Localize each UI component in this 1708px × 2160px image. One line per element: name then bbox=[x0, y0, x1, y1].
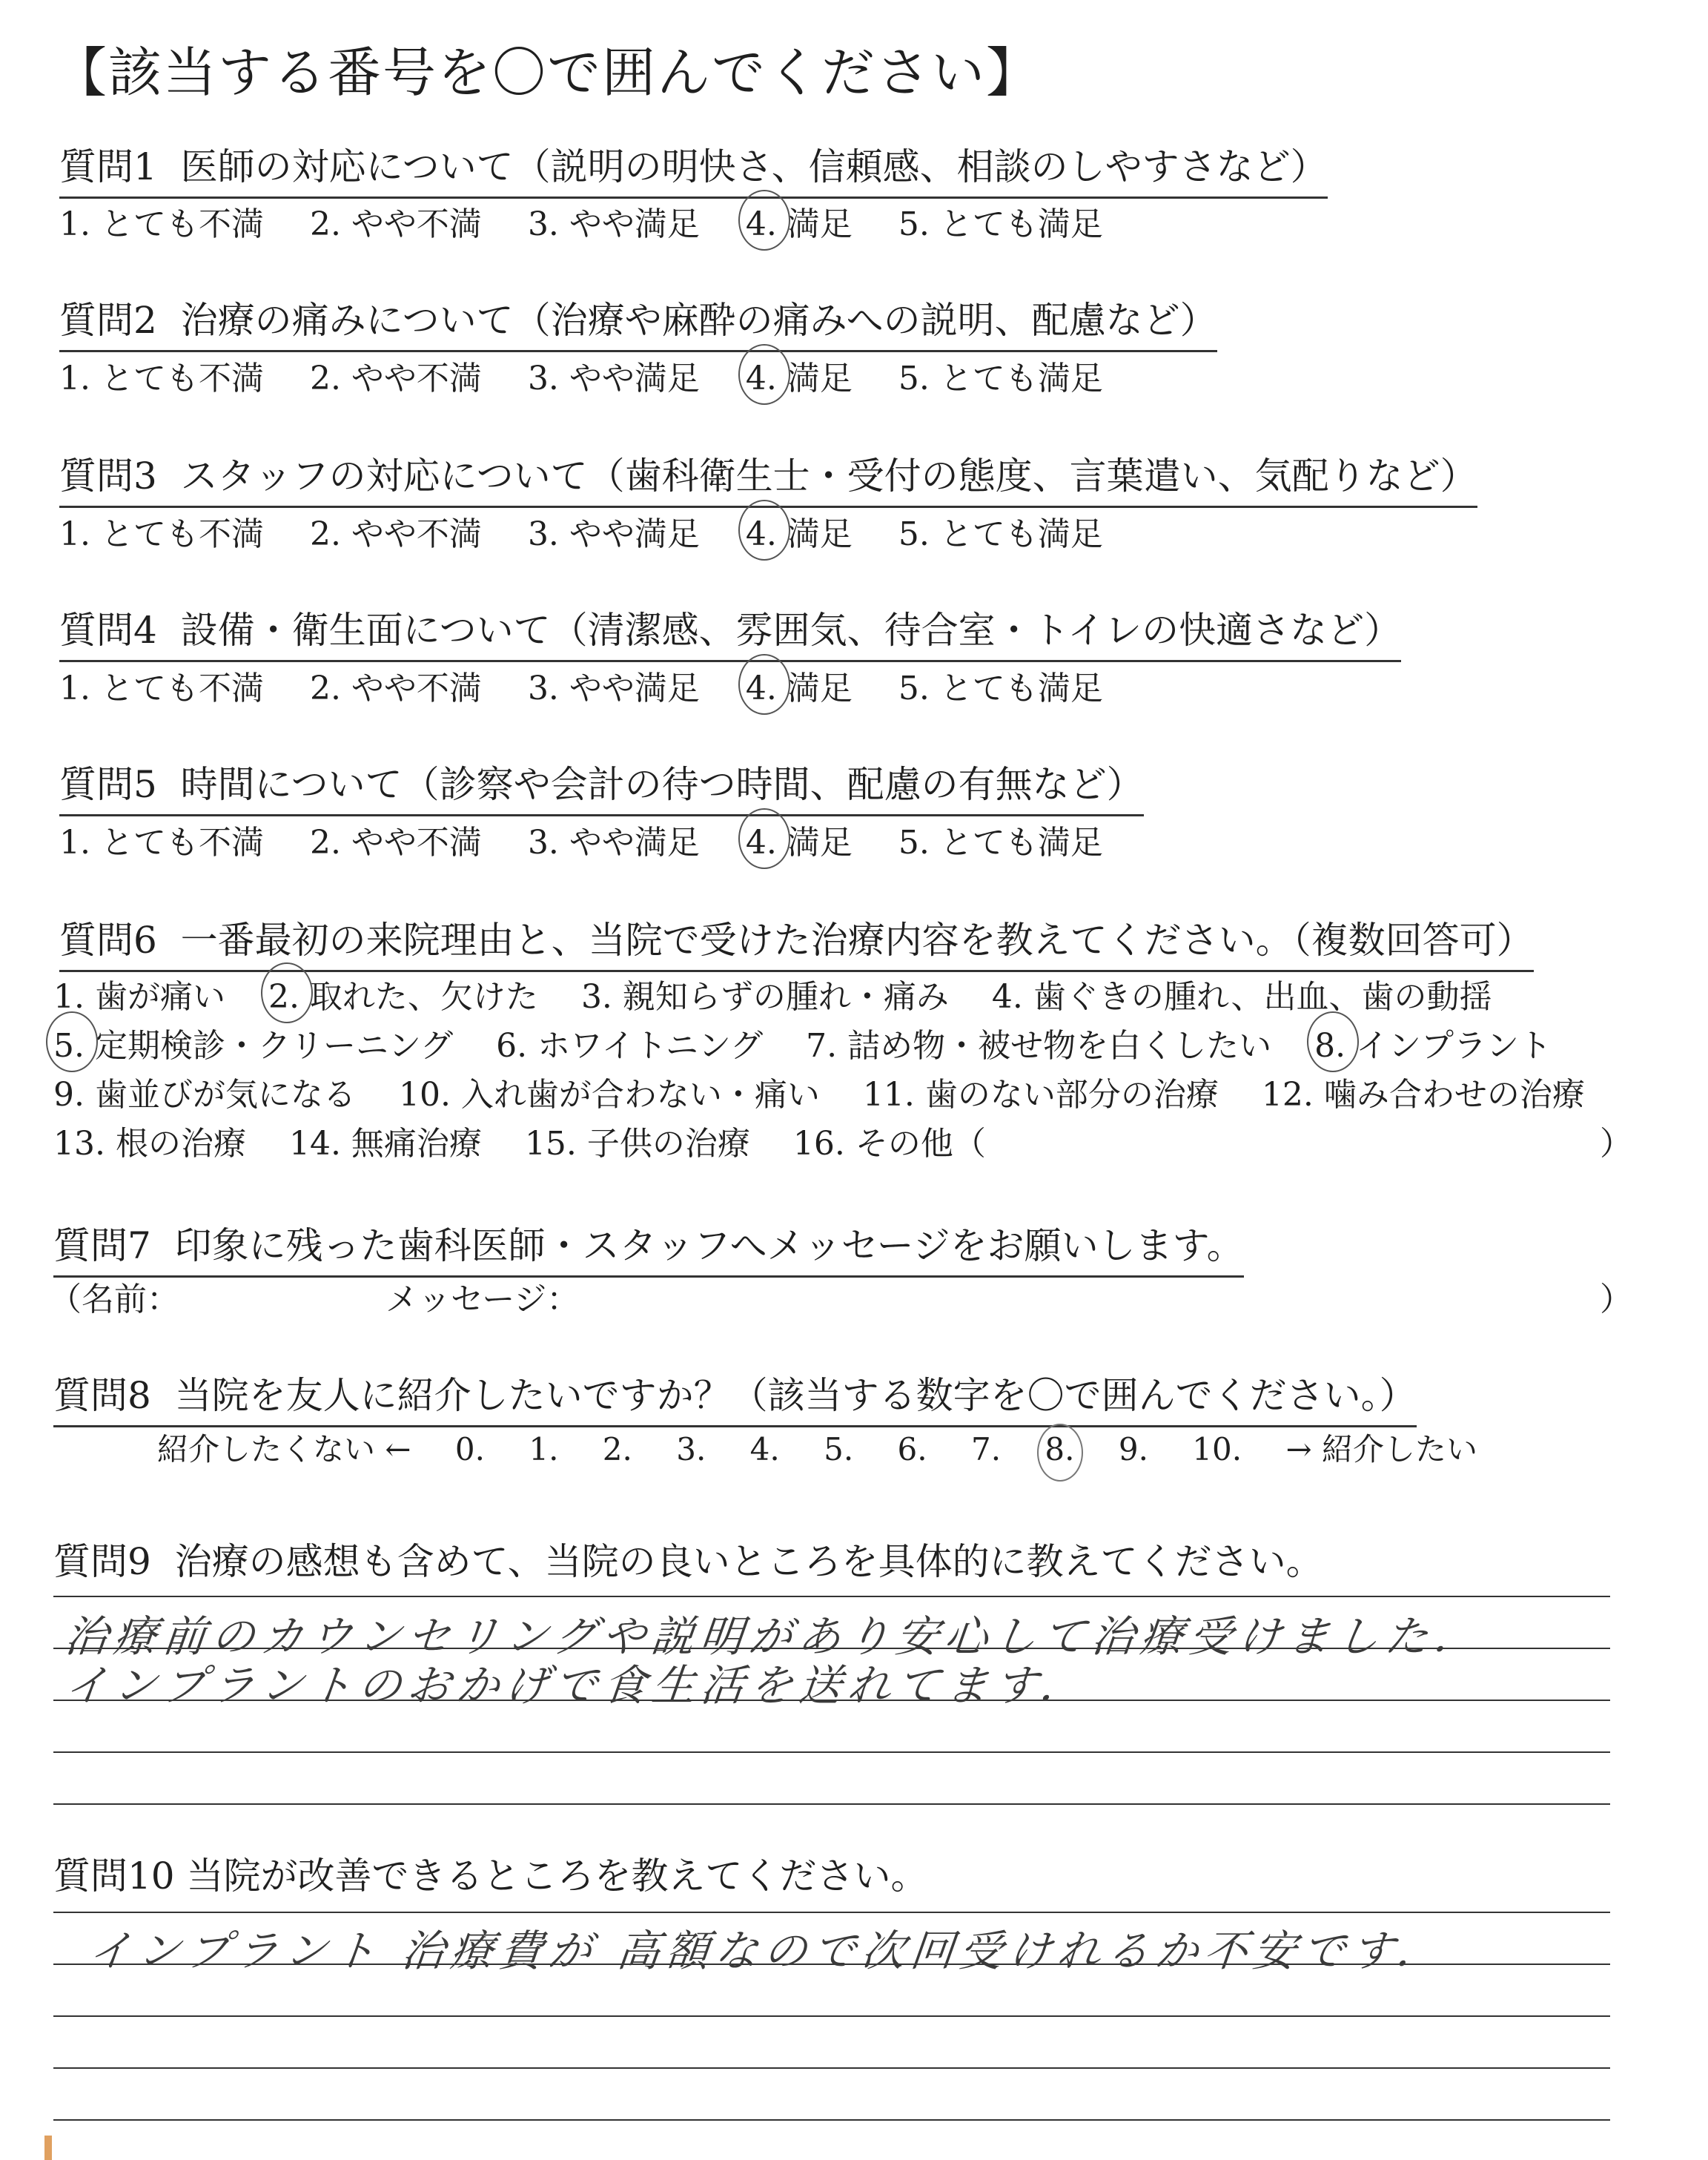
q8-option-2[interactable]: 2. bbox=[602, 1431, 632, 1467]
q5-option-1[interactable]: 1. とても不満 bbox=[59, 824, 264, 862]
question-3-title bbox=[59, 446, 1477, 508]
q4-option-5[interactable]: 5. とても満足 bbox=[898, 670, 1103, 707]
question-9-title bbox=[53, 1532, 1323, 1585]
q10-line-5 bbox=[53, 2119, 1610, 2121]
question-4-text: 設備・衛生面について（清潔感、雰囲気、待合室・トイレの快適さなど） bbox=[180, 609, 1402, 652]
question-8-text: 当院を友人に紹介したいですか？（該当する数字を〇で囲んでください。） bbox=[174, 1374, 1417, 1417]
q8-option-5[interactable]: 5. bbox=[824, 1431, 854, 1467]
question-1-title bbox=[59, 137, 1328, 199]
question-7-text: 印象に残った歯科医師・スタッフへメッセージをお願いします。 bbox=[174, 1224, 1244, 1267]
q5-option-3[interactable]: 3. やや満足 bbox=[527, 824, 700, 862]
question-1-options bbox=[59, 197, 1139, 245]
q10-line-1 bbox=[53, 1912, 1610, 1913]
q2-option-1[interactable]: 1. とても不満 bbox=[59, 360, 264, 397]
question-7-label: 質問7 bbox=[53, 1224, 151, 1267]
q8-right-label: → 紹介したい bbox=[1285, 1431, 1477, 1467]
q6-option-11[interactable]: 11. 歯のない部分の治療 bbox=[862, 1076, 1219, 1114]
q8-option-7[interactable]: 7. bbox=[970, 1431, 1002, 1467]
q6-option-8-selected[interactable]: 8. インプラント bbox=[1314, 1019, 1552, 1066]
q10-line-3 bbox=[53, 2015, 1610, 2017]
q4-option-2[interactable]: 2. やや不満 bbox=[309, 670, 482, 707]
q6-row-4 bbox=[53, 1117, 1019, 1164]
q4-option-3[interactable]: 3. やや満足 bbox=[527, 670, 700, 707]
q3-option-2[interactable]: 2. やや不満 bbox=[309, 515, 482, 553]
q2-option-3[interactable]: 3. やや満足 bbox=[527, 360, 700, 397]
q6-option-6[interactable]: 6. ホワイトニング bbox=[496, 1027, 764, 1065]
question-3-text: スタッフの対応について（歯科衛生士・受付の態度、言葉遣い、気配りなど） bbox=[180, 455, 1477, 498]
q9-line-1 bbox=[53, 1596, 1610, 1597]
q6-other-close: ） bbox=[1600, 1125, 1632, 1163]
question-1-text: 医師の対応について（説明の明快さ、信頼感、相談のしやすさなど） bbox=[180, 145, 1328, 188]
q1-option-4-selected[interactable]: 4. 満足 bbox=[746, 197, 853, 245]
q1-option-2[interactable]: 2. やや不満 bbox=[309, 205, 482, 243]
q6-row-1 bbox=[53, 970, 1525, 1017]
q6-option-7[interactable]: 7. 詰め物・被せ物を白くしたい bbox=[806, 1027, 1272, 1065]
question-3-label: 質問3 bbox=[59, 455, 157, 498]
q8-option-10[interactable]: 10. bbox=[1192, 1431, 1242, 1467]
q8-option-1[interactable]: 1. bbox=[529, 1431, 559, 1467]
q2-option-5[interactable]: 5. とても満足 bbox=[898, 360, 1103, 397]
q6-option-4[interactable]: 4. 歯ぐきの腫れ、出血、歯の動揺 bbox=[991, 978, 1492, 1016]
q9-line-4 bbox=[53, 1751, 1610, 1753]
question-10-text: 当院が改善できるところを教えてください。 bbox=[186, 1855, 928, 1898]
q6-option-3[interactable]: 3. 親知らずの腫れ・痛み bbox=[580, 978, 949, 1016]
q6-option-13[interactable]: 13. 根の治療 bbox=[53, 1125, 246, 1163]
question-4-title bbox=[59, 601, 1401, 662]
question-1-label: 質問1 bbox=[59, 145, 157, 188]
question-6-text: 一番最初の来院理由と、当院で受けた治療内容を教えてください。（複数回答可） bbox=[180, 919, 1534, 962]
q1-option-1[interactable]: 1. とても不満 bbox=[59, 205, 264, 243]
q2-option-2[interactable]: 2. やや不満 bbox=[309, 360, 482, 397]
q1-option-3[interactable]: 3. やや満足 bbox=[527, 205, 700, 243]
q2-option-4-selected[interactable]: 4. 満足 bbox=[746, 351, 853, 399]
q8-option-6[interactable]: 6. bbox=[897, 1431, 927, 1467]
q10-line-4 bbox=[53, 2067, 1610, 2069]
q6-option-2-selected[interactable]: 2. 取れた、欠けた bbox=[268, 970, 538, 1017]
page-edge-mark bbox=[44, 2136, 52, 2160]
question-3-options bbox=[59, 507, 1139, 555]
q5-option-2[interactable]: 2. やや不満 bbox=[309, 824, 482, 862]
question-8-title bbox=[53, 1366, 1417, 1427]
question-6-label: 質問6 bbox=[59, 919, 157, 962]
question-5-text: 時間について（診察や会計の待つ時間、配慮の有無など） bbox=[180, 763, 1144, 806]
q6-option-12[interactable]: 12. 噛み合わせの治療 bbox=[1261, 1076, 1585, 1114]
q3-option-4-selected[interactable]: 4. 満足 bbox=[746, 507, 853, 555]
question-2-label: 質問2 bbox=[59, 299, 157, 342]
q7-close-paren: ） bbox=[1600, 1281, 1632, 1318]
q4-option-1[interactable]: 1. とても不満 bbox=[59, 670, 264, 707]
question-10-title bbox=[53, 1846, 928, 1900]
q6-row-3 bbox=[53, 1068, 1618, 1115]
question-2-text: 治療の痛みについて（治療や麻酔の痛みへの説明、配慮など） bbox=[180, 299, 1217, 342]
question-5-options bbox=[59, 816, 1139, 863]
q8-scale bbox=[157, 1425, 1512, 1470]
q8-option-4[interactable]: 4. bbox=[749, 1431, 780, 1467]
q5-option-4-selected[interactable]: 4. 満足 bbox=[746, 816, 853, 863]
q8-option-0[interactable]: 0. bbox=[454, 1431, 485, 1467]
q6-option-14[interactable]: 14. 無痛治療 bbox=[288, 1125, 482, 1163]
question-4-options bbox=[59, 661, 1139, 709]
q8-left-label: 紹介したくない ← bbox=[157, 1431, 411, 1467]
q8-option-9[interactable]: 9. bbox=[1118, 1431, 1148, 1467]
q3-option-1[interactable]: 1. とても不満 bbox=[59, 515, 264, 553]
q3-option-5[interactable]: 5. とても満足 bbox=[898, 515, 1103, 553]
question-10-label: 質問10 bbox=[53, 1855, 175, 1898]
q10-answer-line-1: インプラント 治療費が 高額なので次回受けれるか不安です． bbox=[85, 1926, 1449, 1976]
q6-option-16[interactable]: 16. その他（ bbox=[792, 1125, 986, 1163]
q6-option-5-selected[interactable]: 5. 定期検診・クリーニング bbox=[53, 1019, 453, 1066]
q6-option-10[interactable]: 10. 入れ歯が合わない・痛い bbox=[398, 1076, 820, 1114]
q8-option-3[interactable]: 3. bbox=[676, 1431, 706, 1467]
q8-option-8-selected[interactable]: 8. bbox=[1045, 1431, 1075, 1467]
q6-row-2 bbox=[53, 1019, 1584, 1066]
question-9-label: 質問9 bbox=[53, 1540, 151, 1583]
q9-answer-line-1: 治療前のカウンセリングや説明があり安心して治療受けました． bbox=[62, 1611, 1486, 1662]
question-7-title bbox=[53, 1216, 1244, 1278]
q9-line-5 bbox=[53, 1803, 1610, 1805]
q7-message-label: メッセージ： bbox=[385, 1281, 580, 1318]
q1-option-5[interactable]: 5. とても満足 bbox=[898, 205, 1103, 243]
q9-answer-line-2: インプラントのおかげで食生活を送れてます． bbox=[62, 1660, 1092, 1711]
question-2-options bbox=[59, 351, 1139, 399]
question-8-label: 質問8 bbox=[53, 1374, 151, 1417]
q3-option-3[interactable]: 3. やや満足 bbox=[527, 515, 700, 553]
form-title: 【該当する番号を〇で囲んでください】 bbox=[53, 42, 1042, 104]
question-9-text: 治療の感想も含めて、当院の良いところを具体的に教えてください。 bbox=[174, 1540, 1323, 1583]
q6-option-1[interactable]: 1. 歯が痛い bbox=[53, 978, 225, 1016]
question-2-title bbox=[59, 291, 1217, 352]
q6-option-9[interactable]: 9. 歯並びが気になる bbox=[53, 1076, 356, 1114]
q7-name-label: （名前： bbox=[49, 1281, 179, 1318]
q6-option-15[interactable]: 15. 子供の治療 bbox=[524, 1125, 750, 1163]
question-5-label: 質問5 bbox=[59, 763, 157, 806]
question-5-title bbox=[59, 755, 1144, 816]
q5-option-5[interactable]: 5. とても満足 bbox=[898, 824, 1103, 862]
question-4-label: 質問4 bbox=[59, 609, 157, 652]
q4-option-4-selected[interactable]: 4. 満足 bbox=[746, 661, 853, 709]
